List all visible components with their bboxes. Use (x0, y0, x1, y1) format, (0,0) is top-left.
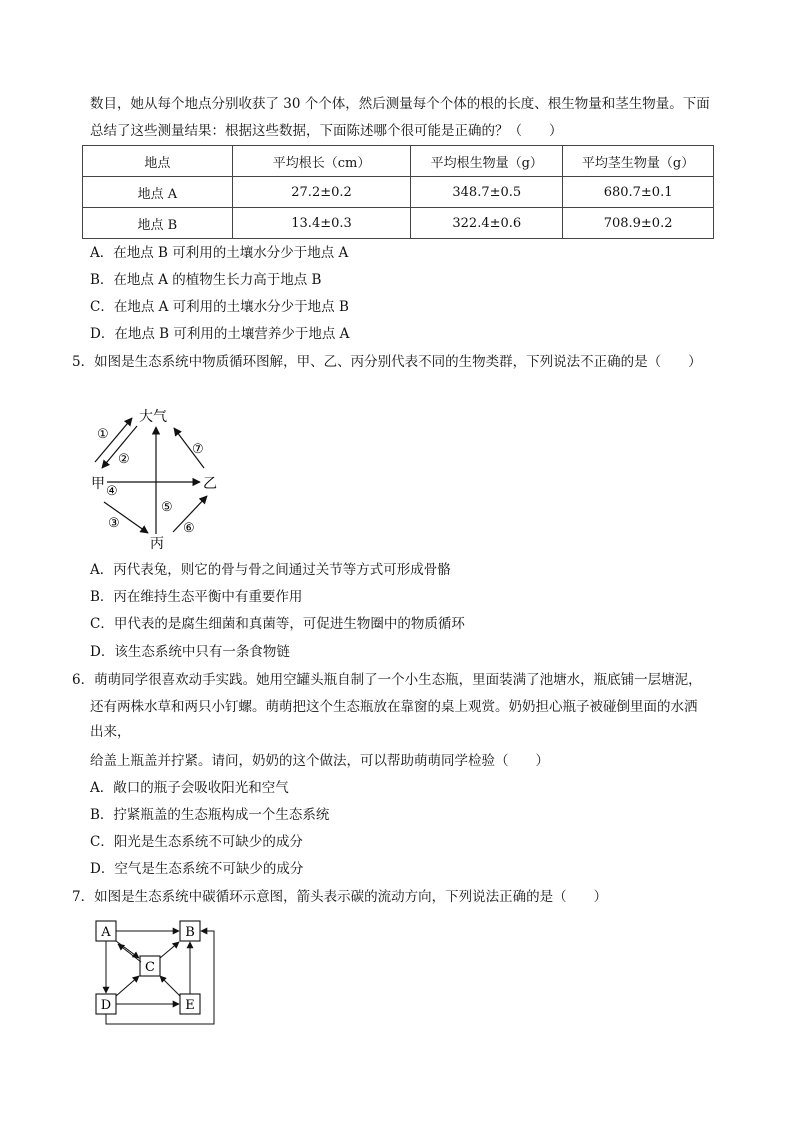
q4-stem-line-2: 总结了这些测量结果：根据这些数据，下面陈述哪个很可能是正确的？（ ） (90, 123, 563, 139)
table-cell: 地点 B (83, 208, 233, 239)
node-c: C (145, 960, 155, 975)
label-1: ① (97, 427, 109, 442)
q5-option-b: B．丙在维持生态平衡中有重要作用 (90, 589, 303, 605)
table-cell: 322.4±0.6 (411, 208, 563, 239)
table-row (83, 208, 714, 239)
q6-stem-line-4: 给盖上瓶盖并拧紧。请问，奶奶的这个做法，可以帮助萌萌同学检验（ ） (90, 753, 549, 769)
table-cell: 708.9±0.2 (563, 208, 714, 239)
table-header-cell: 平均根生物量（g） (411, 146, 563, 177)
q4-option-b: B．在地点 A 的植物生长力高于地点 B (90, 272, 322, 288)
measurement-table (82, 145, 714, 239)
table-cell: 27.2±0.2 (232, 177, 411, 208)
node-d: D (100, 998, 112, 1013)
table-header-cell: 平均茎生物量（g） (563, 146, 714, 177)
arrow-e-c (160, 976, 180, 996)
label-3: ③ (108, 516, 120, 531)
q6-option-d: D．空气是生态系统不可缺少的成分 (90, 861, 304, 877)
q6-option-c: C．阳光是生态系统不可缺少的成分 (90, 834, 303, 850)
q7-stem: 7．如图是生态系统中碳循环示意图，箭头表示碳的流动方向，下列说法正确的是（ ） (72, 889, 608, 905)
table-cell: 680.7±0.1 (563, 177, 714, 208)
table-header-cell: 地点 (83, 146, 233, 177)
label-6: ⑥ (183, 521, 195, 536)
arrow-c-b (160, 942, 179, 958)
q5-option-c: C．甲代表的是腐生细菌和真菌等，可促进生物圈中的物质循环 (90, 616, 465, 632)
node-a: A (101, 925, 111, 940)
q4-option-a: A．在地点 B 可利用的土壤水分少于地点 A (90, 245, 349, 261)
node-atmosphere: 大气 (139, 409, 167, 425)
node-bing: 丙 (150, 536, 164, 552)
table-cell: 地点 A (83, 177, 233, 208)
label-4: ④ (106, 484, 118, 499)
q6-stem-line-2: 还有两株水草和两只小钉螺。萌萌把这个生态瓶放在靠窗的桌上观赏。奶奶担心瓶子被碰倒里面的水洒 (90, 699, 698, 715)
arrow-c-a (118, 944, 141, 962)
table-cell: 13.4±0.3 (232, 208, 411, 239)
label-2: ② (118, 452, 130, 467)
q5-stem: 5．如图是生态系统中物质循环图解，甲、乙、丙分别代表不同的生物类群，下列说法不正确的是（ ） (72, 354, 702, 370)
material-cycle-diagram (80, 396, 240, 556)
q6-option-b: B．拧紧瓶盖的生态瓶构成一个生态系统 (90, 807, 330, 823)
q4-option-c: C．在地点 A 可利用的土壤水分少于地点 B (90, 299, 349, 315)
node-yi: 乙 (203, 476, 217, 492)
q6-stem-line-1: 6．萌萌同学很喜欢动手实践。她用空罐头瓶自制了一个小生态瓶，里面装满了池塘水，瓶底铺一层塘泥， (72, 672, 702, 688)
label-5: ⑤ (161, 500, 173, 515)
arrow-d-c (116, 976, 139, 996)
node-jia: 甲 (91, 476, 105, 492)
q5-option-d: D．该生态系统中只有一条食物链 (90, 644, 290, 660)
q4-option-d: D．在地点 B 可利用的土壤营养少于地点 A (90, 326, 350, 342)
q6-stem-line-3: 出来， (90, 724, 131, 740)
q5-option-a: A．丙代表兔，则它的骨与骨之间通过关节等方式可形成骨骼 (90, 562, 451, 578)
q6-option-a: A．敞口的瓶子会吸收阳光和空气 (90, 780, 289, 796)
arrow-a-c (116, 941, 139, 958)
table-header-cell: 平均根长（cm） (232, 146, 411, 177)
table-cell: 348.7±0.5 (411, 177, 563, 208)
node-e: E (185, 998, 195, 1013)
table-header-row (83, 146, 714, 177)
q4-stem-line-1: 数目，她从每个地点分别收获了 30 个个体，然后测量每个个体的根的长度、根生物量和茎生物量。下面 (90, 96, 710, 112)
carbon-cycle-diagram (88, 912, 228, 1032)
node-b: B (185, 925, 195, 940)
table-row (83, 177, 714, 208)
label-7: ⑦ (192, 442, 204, 457)
